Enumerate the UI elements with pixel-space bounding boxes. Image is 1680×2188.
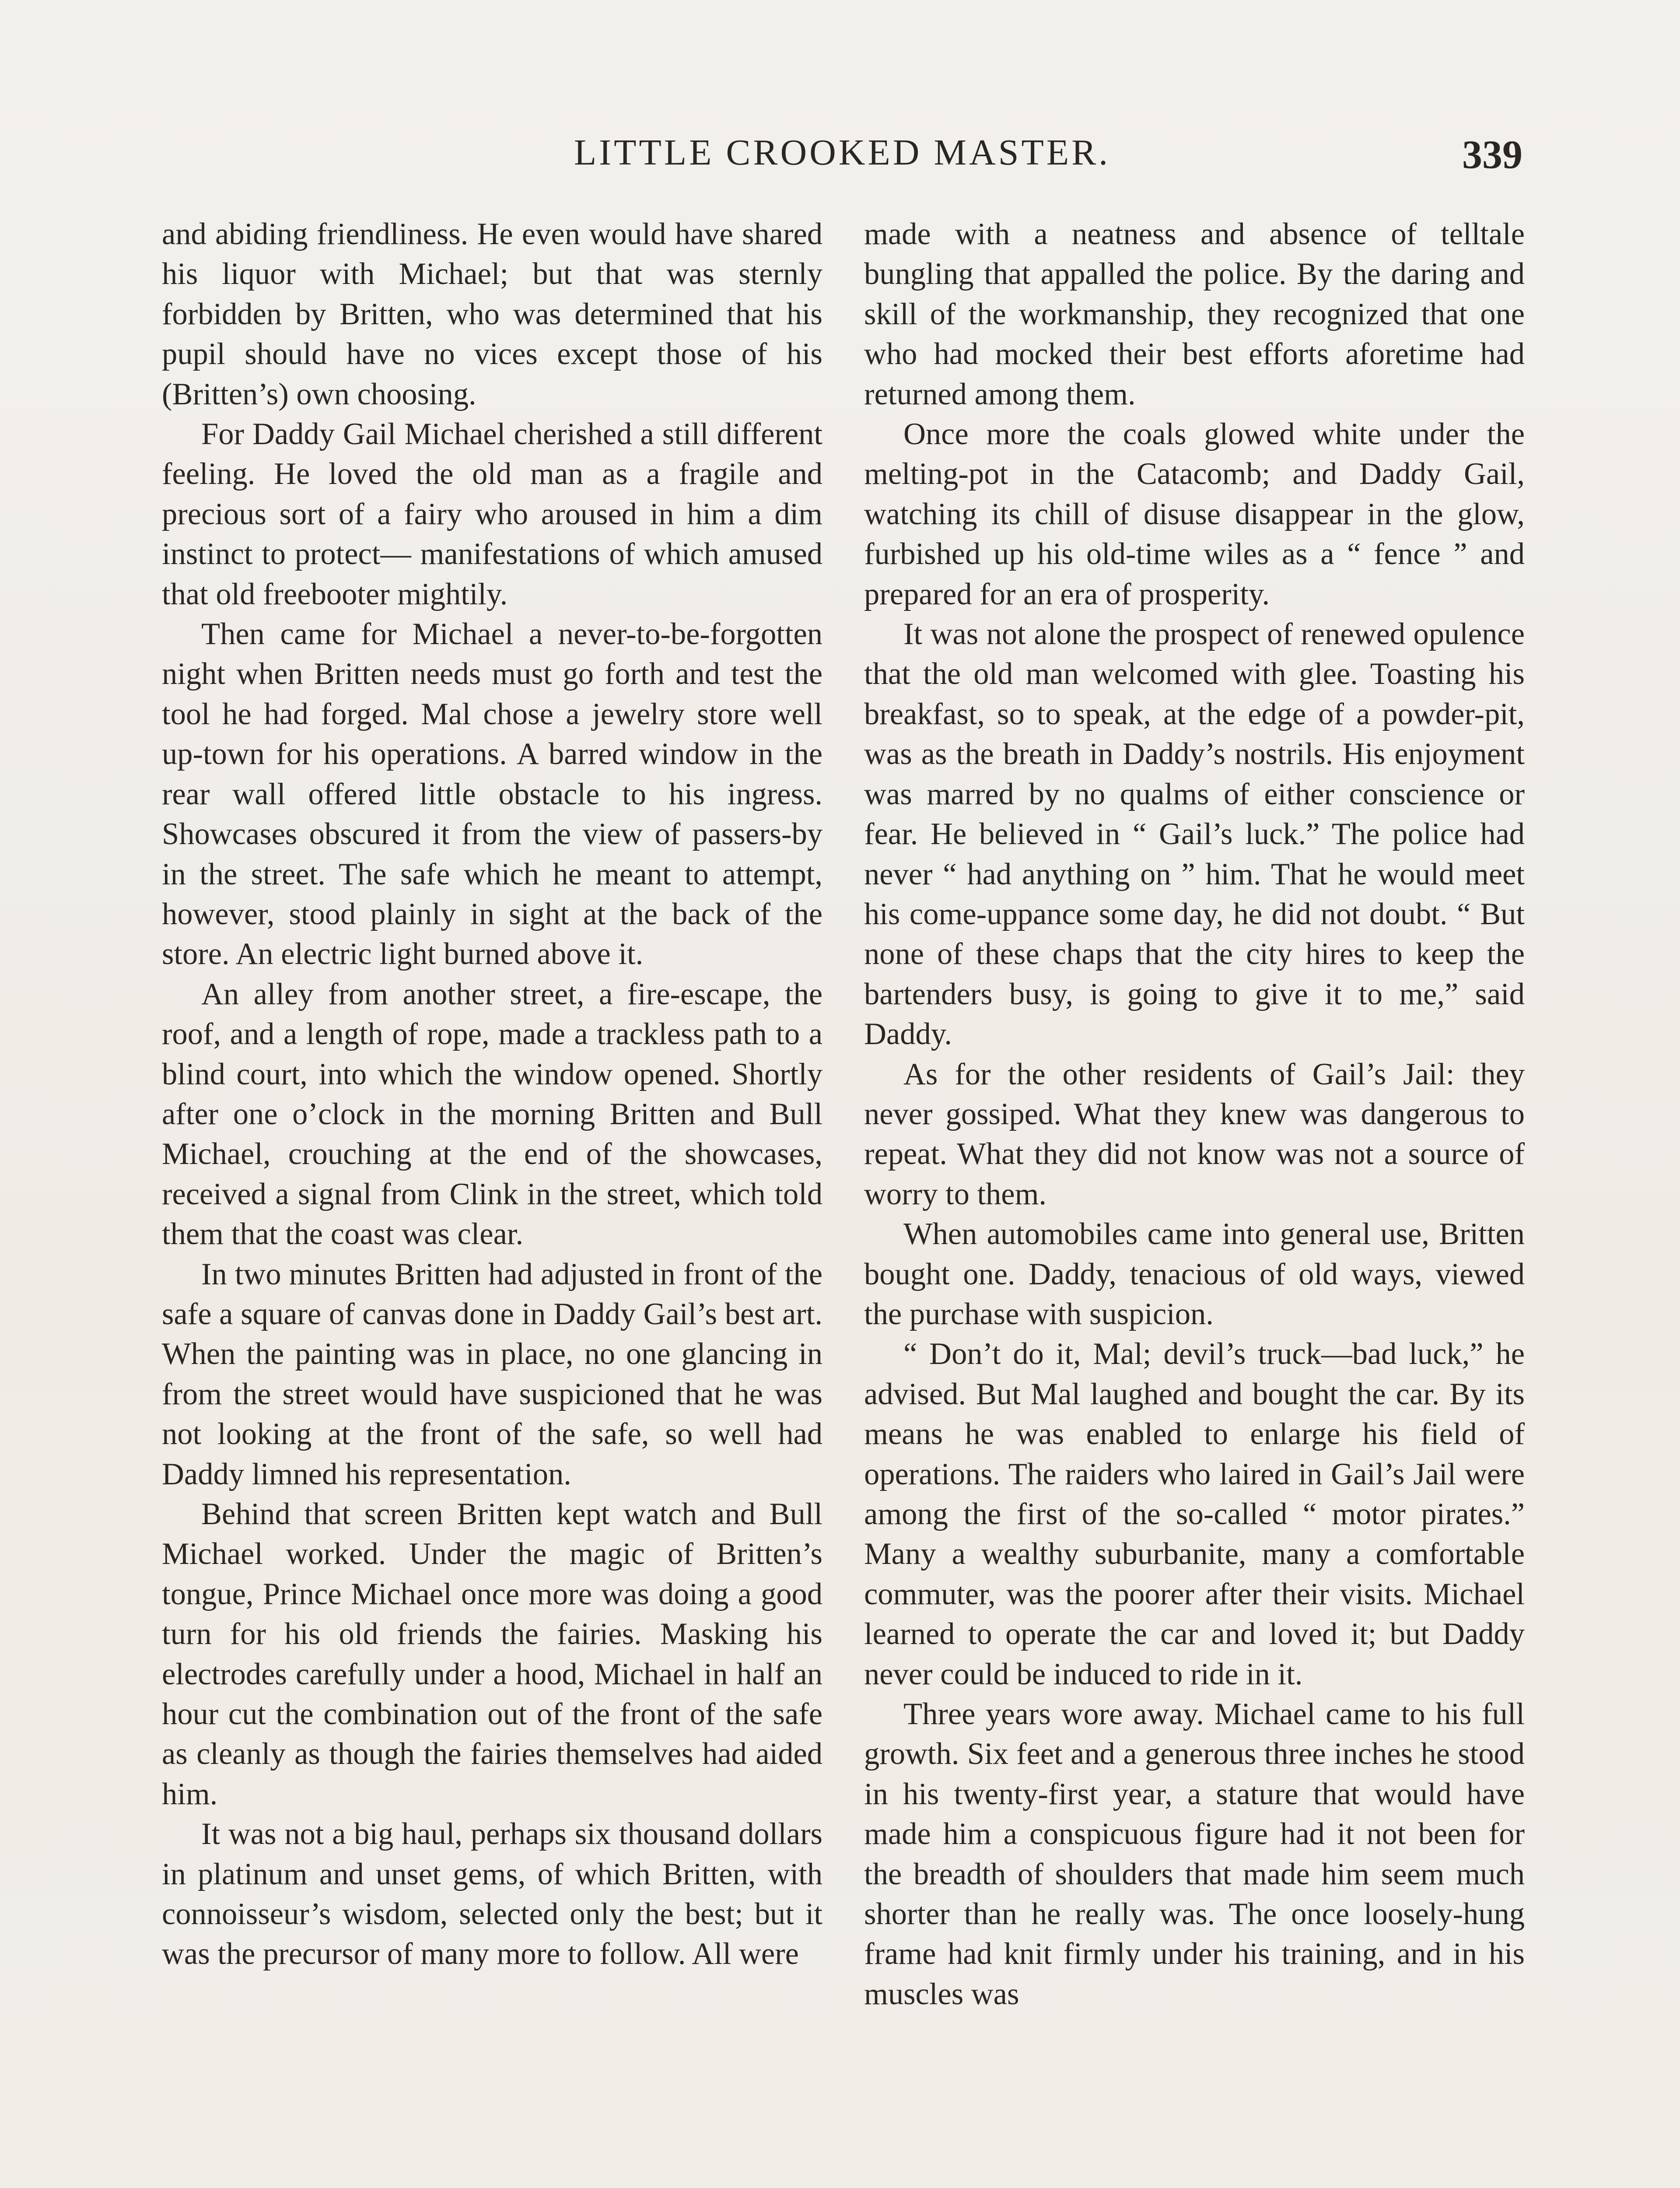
paragraph: Behind that screen Britten kept watch and Bull Michael worked. Under the magic of Britten’s tongue, Prince Michael once more was doing a good turn for his old friends the fairies. Masking his electrodes carefully under a hood, Michael in half an hour cut the combination out of the front of the safe as cleanly as though the fairies themselves had aided him. <box>162 1497 822 1811</box>
paragraph: In two minutes Britten had adjusted in front of the safe a square of canvas done in Daddy Gail’s best art. When the painting was in place, no one glancing in from the street would have suspicioned that he was not looking at the front of the safe, so well had Daddy limned his representation. <box>162 1257 822 1491</box>
paragraph: It was not a big haul, perhaps six thousand dollars in platinum and unset gems, of which Britten, with connoisseur’s wisdom, selected only the best; but it was the precursor of many more to follow. All were <box>162 1817 822 1971</box>
page-number: 339 <box>1462 132 1522 177</box>
paragraph: Once more the coals glowed white under the melting-pot in the Catacomb; and Daddy Gail, watching its chill of disuse disappear in the glow, furbished up his old-time wiles as a “ fence ” and prepared for an era of prosperity. <box>864 417 1525 611</box>
paragraph: When automobiles came into general use, Britten bought one. Daddy, tenacious of old ways, viewed the purchase with suspicion. <box>864 1217 1525 1331</box>
paragraph: An alley from another street, a fire-escape, the roof, and a length of rope, made a trackless path to a blind court, into which the window opened. Shortly after one o’clock in the morning Britten and Bull Michael, crouching at the end of the showcases, received a signal from Clink in the street, which told them that the coast was clear. <box>162 977 822 1252</box>
paragraph: It was not alone the prospect of renewed opulence that the old man welcomed with glee. Toasting his breakfast, so to speak, at the edge of a powder-pit, was as the breath in Daddy’s nostrils. His enjoyment was marred by no qualms of either conscience or fear. He believed in “ Gail’s luck.” The police had never “ had anything on ” him. That he would meet his come-uppance some day, he did not doubt. “ But none of these chaps that the city hires to keep the bartenders busy, is going to give it to me,” said Daddy. <box>864 617 1525 1052</box>
paragraph: and abiding friendliness. He even would have shared his liquor with Michael; but that was sternly forbidden by Britten, who was determined that his pupil should have no vices except those of his (Britten’s) own choosing. <box>162 217 822 411</box>
right-column <box>864 214 1525 2014</box>
paragraph: Then came for Michael a never-to-be-forgotten night when Britten needs must go forth and test the tool he had forged. Mal chose a jewelry store well up-town for his operations. A barred window in the rear wall offered little obstacle to his ingress. Showcases obscured it from the view of passers-by in the street. The safe which he meant to attempt, however, stood plainly in sight at the back of the store. An electric light burned above it. <box>162 617 822 971</box>
running-title: LITTLE CROOKED MASTER. <box>574 132 1111 173</box>
paragraph: “ Don’t do it, Mal; devil’s truck—bad luck,” he advised. But Mal laughed and bought the car. By its means he was enabled to enlarge his field of operations. The raiders who laired in Gail’s Jail were among the first of the so-called “ motor pirates.” Many a wealthy suburbanite, many a comfortable commuter, was the poorer after their visits. Michael learned to operate the car and loved it; but Daddy never could be induced to ride in it. <box>864 1337 1525 1691</box>
paragraph: Three years wore away. Michael came to his full growth. Six feet and a generous three inches he stood in his twenty-first year, a stature that would have made him a conspicuous figure had it not been for the breadth of shoulders that made him seem much shorter than he really was. The once loosely-hung frame had knit firmly under his training, and in his muscles was <box>864 1697 1525 2011</box>
left-column <box>162 214 822 1974</box>
page-header <box>162 131 1522 188</box>
paragraph: For Daddy Gail Michael cherished a still different feeling. He loved the old man as a fragile and precious sort of a fairy who aroused in him a dim instinct to protect— manifestations of which amused that old freebooter mightily. <box>162 417 822 611</box>
paragraph: made with a neatness and absence of telltale bungling that appalled the police. By the daring and skill of the workmanship, they recognized that one who had mocked their best efforts aforetime had returned among them. <box>864 217 1525 411</box>
paragraph: As for the other residents of Gail’s Jail: they never gossiped. What they knew was dangerous to repeat. What they did not know was not a source of worry to them. <box>864 1057 1525 1211</box>
